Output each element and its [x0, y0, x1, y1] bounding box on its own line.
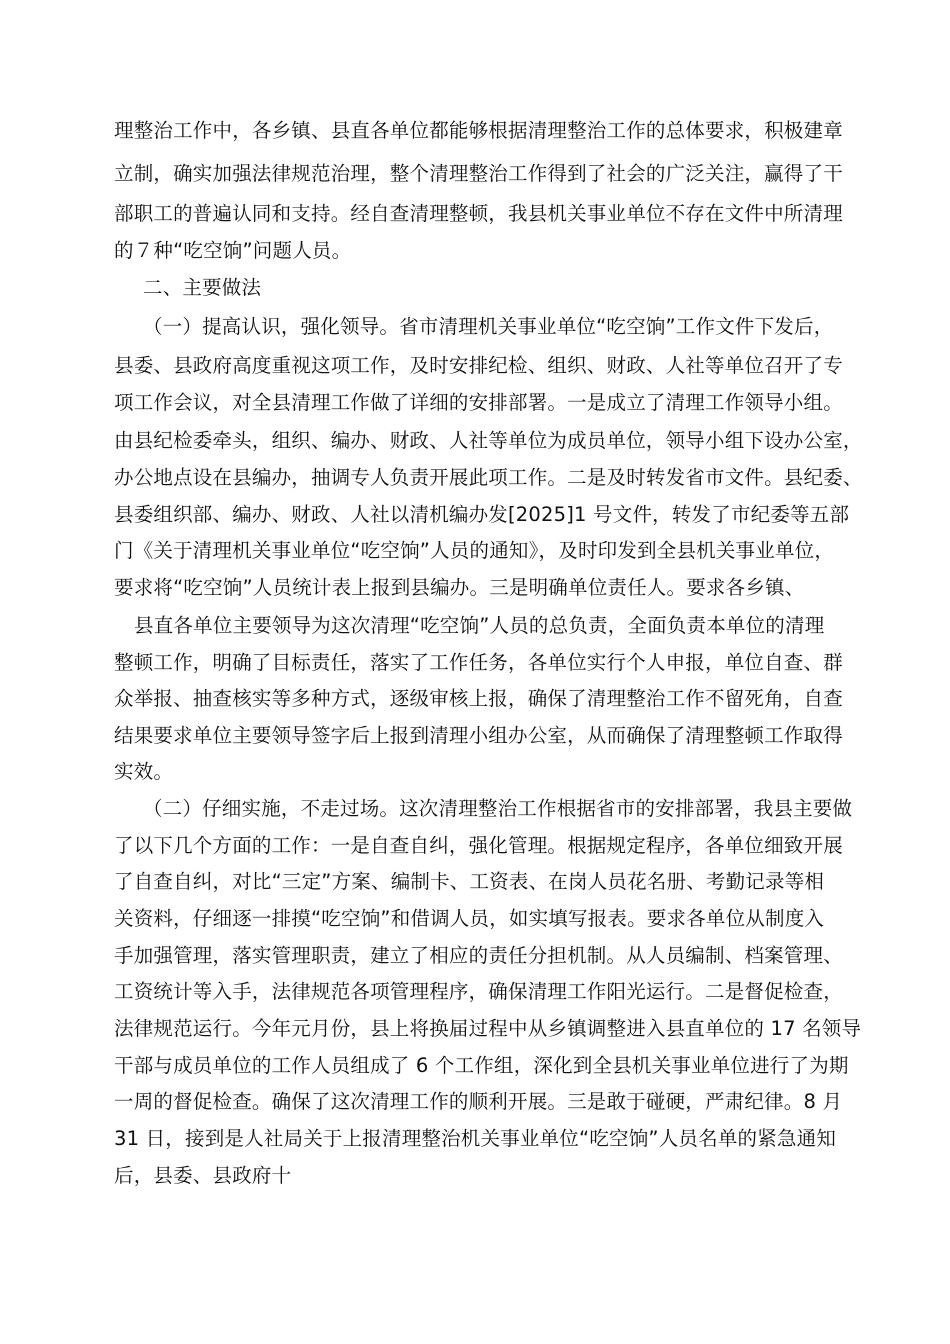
text-line: 立制，确实加强法律规范治理，整个清理整治工作得到了社会的广泛关注，赢得了干: [114, 162, 843, 185]
text-line: 干部与成员单位的工作人员组成了 6 个工作组，深化到全县机关事业单位进行了为期: [114, 1054, 849, 1077]
text-line: 了以下几个方面的工作：一是自查自纠，强化管理。根据规定程序，各单位细致开展: [114, 834, 843, 857]
text-line: 县委组织部、编办、财政、人社以清机编办发[2025]1 号文件，转发了市纪委等五部: [114, 503, 850, 526]
text-line: 县直各单位主要领导为这次清理“吃空饷”人员的总负责，全面负责本单位的清理: [134, 614, 825, 637]
text-line: 的７种“吃空饷”问题人员。: [114, 239, 352, 262]
text-line: 结果要求单位主要领导签字后上报到清理小组办公室，从而确保了清理整顿工作取得: [114, 724, 843, 747]
text-line: 关资料，仔细逐一排摸“吃空饷”和借调人员，如实填写报表。要求各单位从制度入: [114, 907, 825, 930]
text-line: 一周的督促检查。确保了这次清理工作的顺利开展。三是敢于碰硬，严肃纪律。8 月: [114, 1090, 843, 1113]
text-line: 办公地点设在县编办，抽调专人负责开展此项工作。二是及时转发省市文件。县纪委、: [114, 466, 863, 489]
text-line: 实效。: [114, 760, 174, 783]
text-line: 31 日，接到是人社局关于上报清理整治机关事业单位“吃空饷”人员名单的紧急通知: [114, 1127, 837, 1150]
text-line: 部职工的普遍认同和支持。经自查清理整顿，我县机关事业单位不存在文件中所清理: [114, 202, 843, 225]
text-line: 整顿工作，明确了目标责任，落实了工作任务，各单位实行个人申报，单位自查、群: [114, 651, 843, 674]
text-line: 手加强管理，落实管理职责，建立了相应的责任分担机制。从人员编制、档案管理、: [114, 944, 843, 967]
text-line: 法律规范运行。今年元月份，县上将换届过程中从乡镇调整进入县直单位的 17 名领导: [114, 1017, 862, 1040]
text-line: 县委、县政府高度重视这项工作，及时安排纪检、组织、财政、人社等单位召开了专: [114, 354, 843, 377]
text-line: 了自查自纠，对比“三定”方案、编制卡、工资表、在岗人员花名册、考勤记录等相: [114, 870, 825, 893]
text-line: 后，县委、县政府十: [114, 1164, 292, 1187]
text-line: 众举报、抽查核实等多种方式，逐级审核上报，确保了清理整治工作不留死角，自查: [114, 687, 843, 710]
section-heading: 二、主要做法: [143, 276, 262, 299]
text-line: 理整治工作中，各乡镇、县直各单位都能够根据清理整治工作的总体要求，积极建章: [114, 119, 843, 142]
text-line: （二）仔细实施，不走过场。这次清理整治工作根据省市的安排部署，我县主要做: [143, 797, 853, 820]
text-line: （一）提高认识，强化领导。省市清理机关事业单位“吃空饷”工作文件下发后，: [143, 315, 834, 338]
text-line: 工资统计等入手，法律规范各项管理程序，确保清理工作阳光运行。二是督促检查，: [114, 980, 843, 1003]
text-line: 项工作会议，对全县清理工作做了详细的安排部署。一是成立了清理工作领导小组。: [114, 391, 843, 414]
text-line: 由县纪检委牵头，组织、编办、财政、人社等单位为成员单位，领导小组下设办公室，: [114, 429, 863, 452]
text-line: 要求将“吃空饷”人员统计表上报到县编办。三是明确单位责任人。要求各乡镇、: [114, 576, 805, 599]
text-line: 门《关于清理机关事业单位“吃空饷”人员的通知》，及时印发到全县机关事业单位，: [114, 539, 835, 562]
